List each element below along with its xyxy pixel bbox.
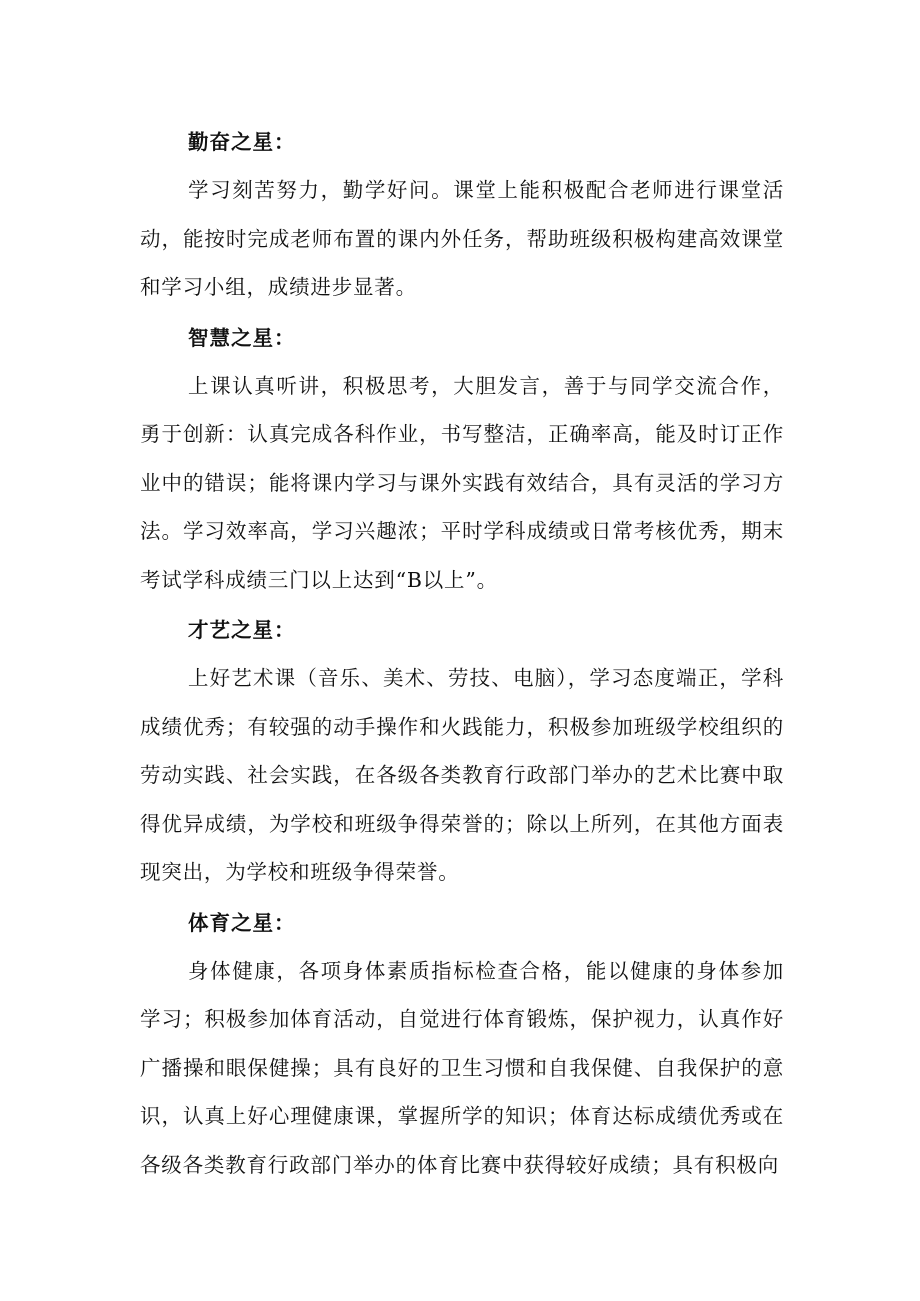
section-title-sports: 体育之星： — [188, 910, 296, 935]
section-title-wisdom: 智慧之星： — [188, 325, 296, 350]
section-body-wisdom: 上课认真听讲，积极思考，大胆发言，善于与同学交流合作，勇于创新：认真完成各科作业，书写整洁，正确率高，能及时订正作业中的错误；能将课内学习与课外实践有效结合，具有灵活的学习方法。学习效率高，学习兴趣浓；平时学科成绩或日常考核优秀，期末考试学科成绩三门以上达到“B以上”。 — [140, 373, 784, 592]
section-body-talent: 上好艺术课（音乐、美术、劳技、电脑），学习态度端正，学科成绩优秀；有较强的动手操作和火践能力，积极参加班级学校组织的劳动实践、社会实践，在各级各类教育行政部门举办的艺术比赛中取得优异成绩，为学校和班级争得荣誉的；除以上所列，在其他方面表现突出，为学校和班级争得荣誉。 — [140, 666, 784, 884]
section-title-diligence: 勤奋之星： — [188, 130, 296, 154]
section-title-talent: 才艺之星： — [188, 618, 296, 642]
section-body-sports: 身体健康，各项身体素质指标检查合格，能以健康的身体参加学习；积极参加体育活动，自觉进行体育锻炼，保护视力，认真作好广播操和眼保健操；具有良好的卫生习惯和自我保健、自我保护的意识，认真上好心理健康课，掌握所学的知识；体育达标成绩优秀或在各级各类教育行政部门举办的体育比赛中获得较好成绩；具有积极向 — [140, 958, 784, 1177]
section-body-diligence: 学习刻苦努力，勤学好问。课堂上能积极配合老师进行课堂活动，能按时完成老师布置的课内外任务，帮助班级积极构建高效课堂和学习小组，成绩进步显著。 — [140, 178, 784, 299]
